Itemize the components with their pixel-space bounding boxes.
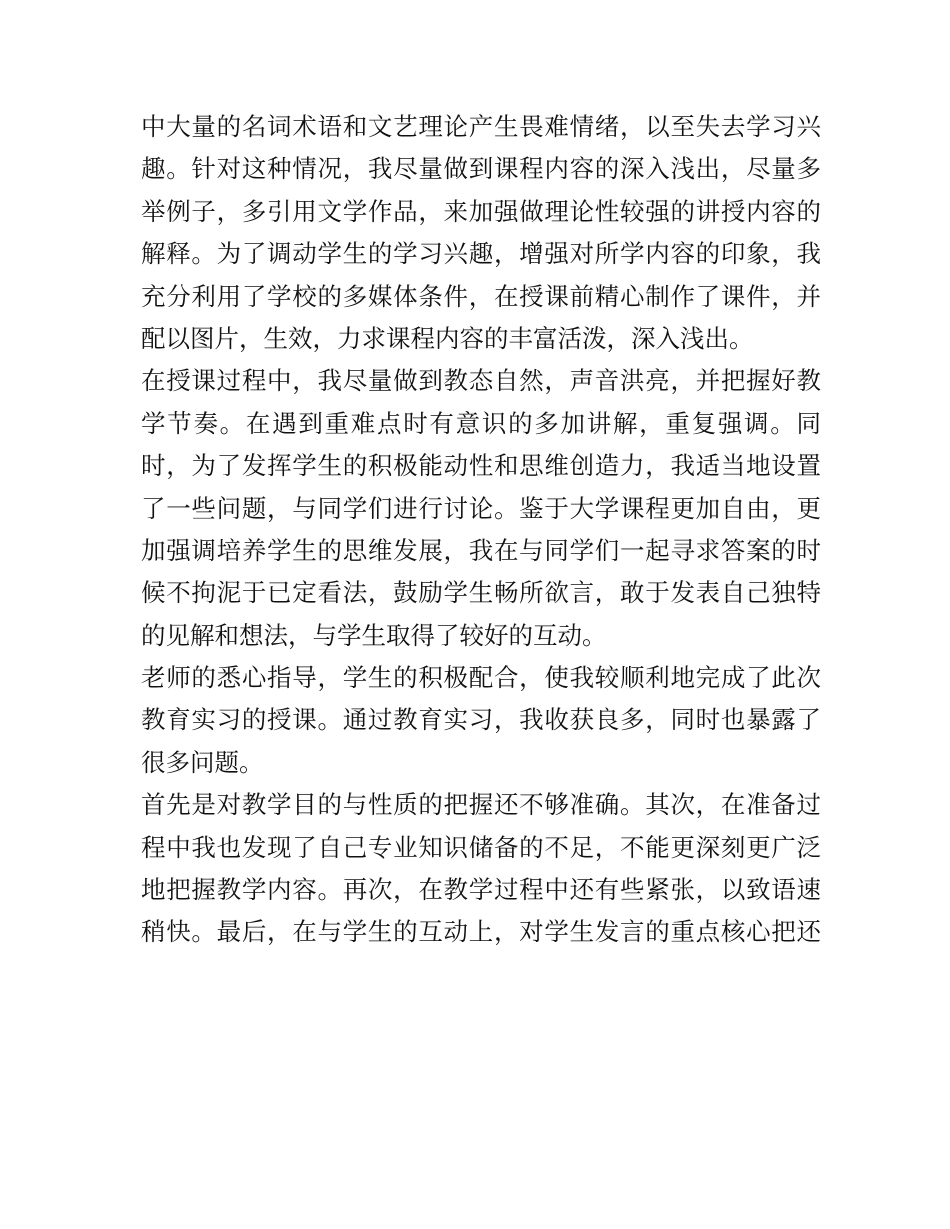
text-line: 了一些问题，与同学们进行讨论。鉴于大学课程更加自由，更 bbox=[141, 493, 821, 523]
text-line: 稍快。最后，在与学生的互动上，对学生发言的重点核心把还 bbox=[141, 917, 821, 947]
text-line: 在授课过程中，我尽量做到教态自然，声音洪亮，并把握好教 bbox=[141, 366, 821, 396]
text-line: 趣。针对这种情况，我尽量做到课程内容的深入浅出，尽量多 bbox=[141, 154, 821, 184]
text-line: 很多问题。 bbox=[141, 747, 264, 777]
text-line: 时，为了发挥学生的积极能动性和思维创造力，我适当地设置 bbox=[141, 451, 821, 481]
text-line: 配以图片，生效，力求课程内容的丰富活泼，深入浅出。 bbox=[141, 323, 754, 353]
text-line: 程中我也发现了自己专业知识储备的不足，不能更深刻更广泛 bbox=[141, 832, 821, 862]
text-line: 候不拘泥于已定看法，鼓励学生畅所欲言，敢于发表自己独特 bbox=[141, 578, 821, 608]
text-line: 教育实习的授课。通过教育实习，我收获良多，同时也暴露了 bbox=[141, 705, 821, 735]
text-line: 举例子，多引用文学作品，来加强做理论性较强的讲授内容的 bbox=[141, 196, 821, 226]
text-line: 学节奏。在遇到重难点时有意识的多加讲解，重复强调。同 bbox=[141, 408, 821, 438]
text-line: 地把握教学内容。再次，在教学过程中还有些紧张，以致语速 bbox=[141, 875, 821, 905]
text-line: 首先是对教学目的与性质的把握还不够准确。其次，在准备过 bbox=[141, 790, 821, 820]
text-line: 老师的悉心指导，学生的积极配合，使我较顺利地完成了此次 bbox=[141, 663, 821, 693]
text-line: 中大量的名词术语和文艺理论产生畏难情绪，以至失去学习兴 bbox=[141, 112, 821, 141]
text-line: 加强调培养学生的思维发展，我在与同学们一起寻求答案的时 bbox=[141, 535, 821, 565]
text-line: 解释。为了调动学生的学习兴趣，增强对所学内容的印象，我 bbox=[141, 239, 821, 269]
text-line: 充分利用了学校的多媒体条件，在授课前精心制作了课件，并 bbox=[141, 281, 821, 311]
text-line: 的见解和想法，与学生取得了较好的互动。 bbox=[141, 620, 607, 650]
document-body bbox=[141, 106, 821, 954]
